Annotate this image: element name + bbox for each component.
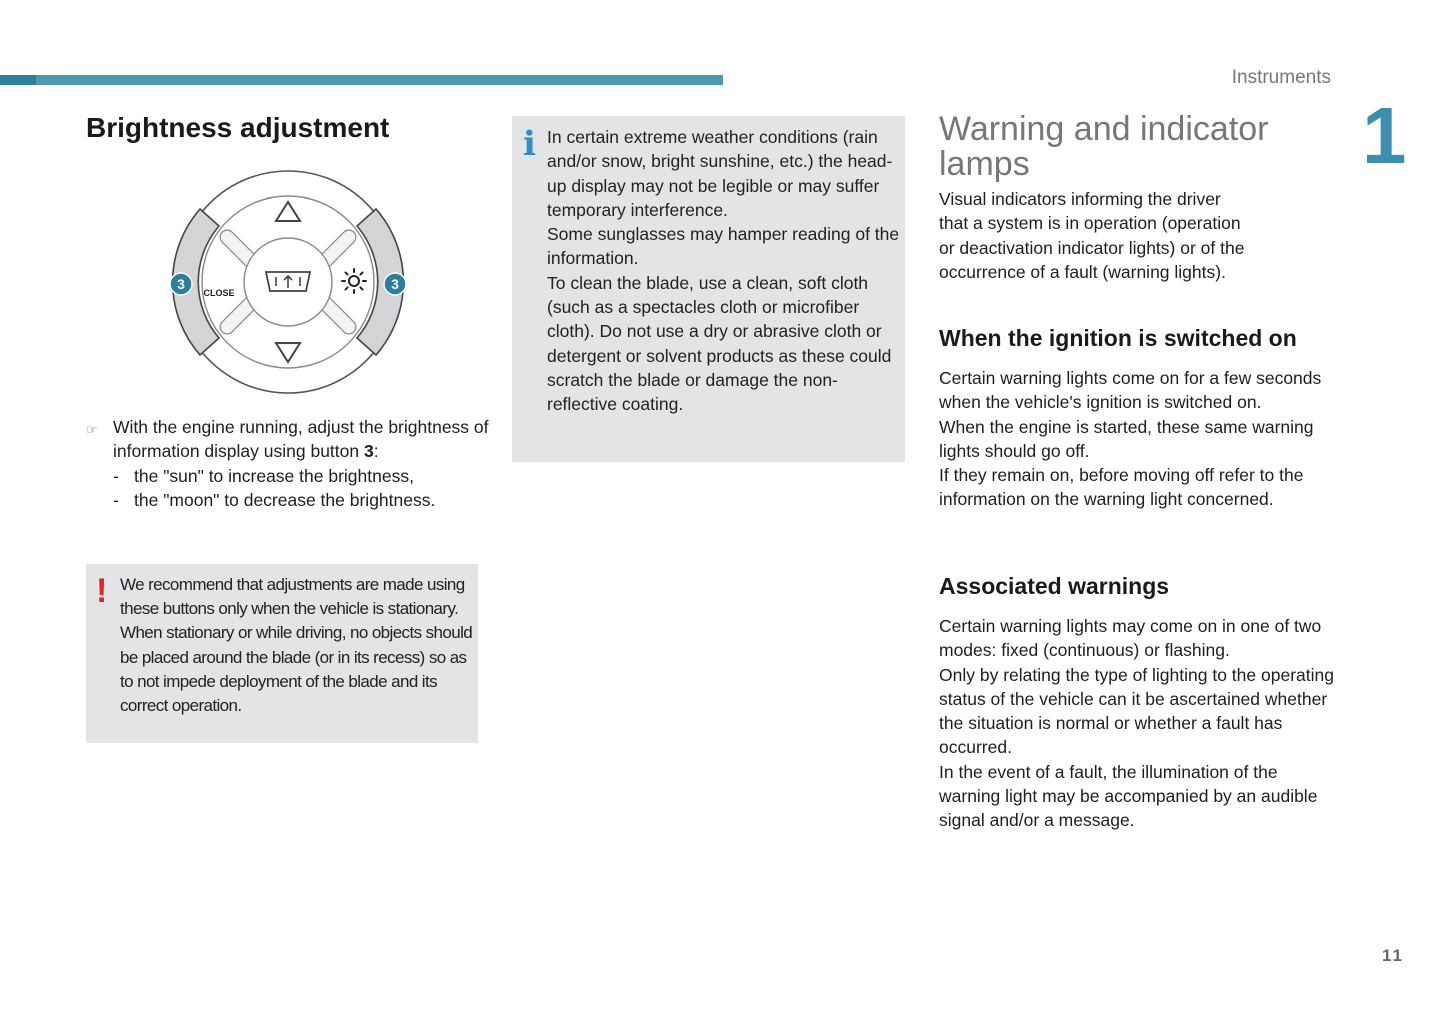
info-text: In certain extreme weather conditions (rain and/or snow, bright sunshine, etc.) the head-up display may not be legible or may suffer temporary interference. Some sunglasses may hamper reading of the information. To clean the blade, use a clean, soft cloth (such as a spectacles cloth or microfiber cloth). Do not use a dry or abrasive cloth or detergent or solvent products as these could scratch the blade or damage the non-reflective coating. bbox=[547, 127, 900, 415]
chapter-number: 1 bbox=[1362, 91, 1407, 180]
caution-box bbox=[86, 564, 478, 743]
caution-text: We recommend that adjustments are made using these buttons only when the vehicle is stationary. When stationary or while driving, no objects should be placed around the blade (or in its recess) so as to not impede deployment of the blade and its correct operation. bbox=[120, 575, 473, 716]
header-accent-bar bbox=[0, 75, 723, 85]
control-pad-diagram bbox=[164, 168, 414, 398]
button-number: 3 bbox=[363, 441, 374, 462]
page-number: 11 bbox=[1382, 946, 1404, 965]
brightness-options bbox=[86, 464, 496, 513]
ignition-text: Certain warning lights come on for a few seconds when the vehicle's ignition is switched on. When the engine is started, these same warning lights should go off. If they remain on, before moving off refer to the information on the warning light concerned. bbox=[939, 368, 1322, 510]
section-title: Instruments bbox=[1231, 67, 1331, 88]
header-accent-segment bbox=[0, 75, 36, 85]
list-item: - the "moon" to decrease the brightness. bbox=[113, 489, 436, 510]
associated-warnings-heading: Associated warnings bbox=[939, 573, 1170, 599]
close-label: CLOSE bbox=[203, 288, 235, 298]
warning-lamps-heading: Warning and indicator lamps bbox=[939, 110, 1269, 183]
ignition-heading: When the ignition is switched on bbox=[939, 325, 1297, 351]
instruction-text: With the engine running, adjust the brightness of information display using button 3: bbox=[113, 417, 489, 462]
associated-warnings-text: Certain warning lights may come on in one of two modes: fixed (continuous) or flashing. Only by relating the type of lighting to the operating status of the vehicle can it be ascertained whether the situation is normal or whether a fault has occurred. In the event of a fault, the illumination of the warning light may be accompanied by an audible signal and/or a message. bbox=[939, 616, 1334, 831]
callout-right-number: 3 bbox=[391, 276, 399, 292]
brightness-heading: Brightness adjustment bbox=[86, 112, 390, 143]
brightness-instruction bbox=[86, 415, 496, 512]
callout-left-number: 3 bbox=[177, 276, 185, 292]
list-item: - the "sun" to increase the brightness, bbox=[113, 465, 414, 486]
info-icon: i bbox=[523, 124, 536, 164]
info-box bbox=[512, 116, 905, 462]
warning-lamps-intro: Visual indicators informing the driver that a system is in operation (operation or deactivation indicator lights) or of the occurrence of a fault (warning lights). bbox=[939, 189, 1245, 282]
exclamation-icon: ! bbox=[96, 572, 108, 610]
pointer-icon: ☞ bbox=[86, 422, 98, 437]
